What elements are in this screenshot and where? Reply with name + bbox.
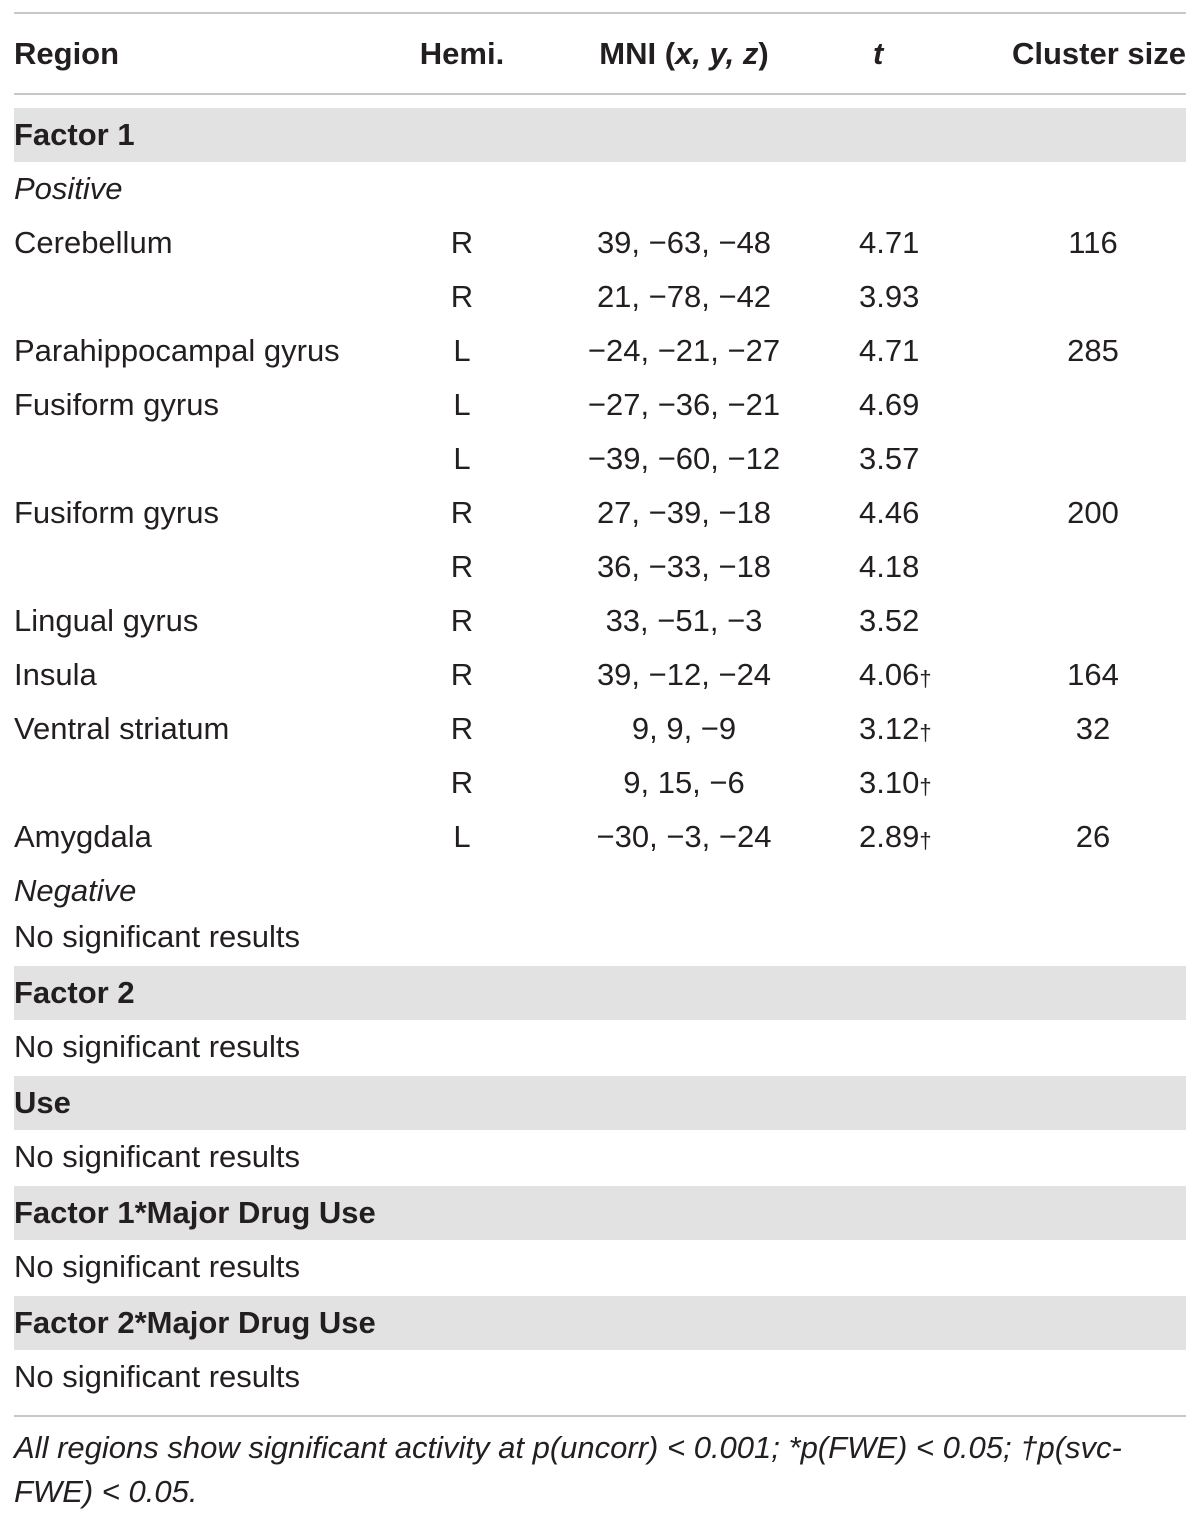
- result-row: [14, 1240, 1186, 1294]
- cell-mni: 9, 9, −9: [631, 711, 737, 746]
- cell-cluster-size: 285: [1067, 333, 1119, 368]
- subsection-label: Negative: [14, 873, 137, 908]
- cell-t-value: 4.71: [859, 225, 920, 260]
- cell-mni: −27, −36, −21: [587, 387, 781, 422]
- cell-t: [859, 486, 919, 543]
- section-title: Factor 2*Major Drug Use: [14, 1305, 376, 1340]
- header-mni: MNI (x, y, z): [599, 36, 769, 71]
- section-use: [14, 1076, 1186, 1130]
- result-text: No significant results: [14, 919, 301, 954]
- cell-region: Lingual gyrus: [14, 603, 199, 638]
- cell-t: [859, 432, 919, 489]
- cell-cluster-size: 32: [1075, 711, 1111, 746]
- cell-region: Cerebellum: [14, 225, 173, 260]
- result-text: No significant results: [14, 1029, 301, 1064]
- cell-t-value: 4.18: [859, 549, 920, 584]
- cell-hemi: R: [450, 495, 474, 530]
- cell-hemi: R: [450, 765, 474, 800]
- cell-t-value: 3.10: [859, 765, 920, 800]
- table-row: [14, 702, 1186, 756]
- result-text: No significant results: [14, 1249, 301, 1284]
- dagger-mark: †: [919, 666, 932, 691]
- section-title: Factor 1*Major Drug Use: [14, 1195, 376, 1230]
- result-row: [14, 1020, 1186, 1074]
- cell-cluster-size: 164: [1067, 657, 1119, 692]
- table-row: [14, 540, 1186, 594]
- result-row: [14, 1350, 1186, 1404]
- cell-t: [859, 540, 919, 597]
- section-factor-1: [14, 108, 1186, 162]
- table-row: [14, 810, 1186, 864]
- cell-mni: 39, −12, −24: [596, 657, 772, 692]
- section-factor-2: [14, 966, 1186, 1020]
- cell-cluster-size: 26: [1075, 819, 1111, 854]
- cell-region: Fusiform gyrus: [14, 495, 219, 530]
- result-text: No significant results: [14, 1139, 301, 1174]
- cell-hemi: R: [450, 603, 474, 638]
- cell-mni: −24, −21, −27: [587, 333, 781, 368]
- cell-t: [859, 810, 932, 867]
- dagger-mark: †: [919, 828, 932, 853]
- cell-region: Amygdala: [14, 819, 152, 854]
- header-hemi: Hemi.: [419, 36, 505, 71]
- cell-t-value: 2.89: [859, 819, 920, 854]
- table-top-rule: [14, 12, 1186, 14]
- section-factor-2-drug-use: [14, 1296, 1186, 1350]
- cell-mni: −39, −60, −12: [587, 441, 781, 476]
- subsection-positive: [14, 162, 1186, 216]
- cell-t: [859, 594, 919, 651]
- dagger-mark: †: [919, 720, 932, 745]
- cell-hemi: L: [453, 441, 471, 476]
- cell-hemi: L: [453, 387, 471, 422]
- subsection-label: Positive: [14, 171, 123, 206]
- cell-t: [859, 702, 932, 759]
- cell-mni: 21, −78, −42: [596, 279, 772, 314]
- table-row: [14, 648, 1186, 702]
- result-row: [14, 910, 1186, 964]
- cell-t: [859, 324, 919, 381]
- cell-region: Parahippocampal gyrus: [14, 333, 340, 368]
- table-bottom-rule: [14, 1415, 1186, 1417]
- table-row: [14, 486, 1186, 540]
- cell-mni: −30, −3, −24: [596, 819, 772, 854]
- cell-region: Ventral striatum: [14, 711, 230, 746]
- cell-cluster-size: 200: [1067, 495, 1119, 530]
- cell-t: [859, 216, 919, 273]
- cell-region: Fusiform gyrus: [14, 387, 219, 422]
- table-row: [14, 216, 1186, 270]
- cell-mni: 9, 15, −6: [623, 765, 745, 800]
- section-factor-1-drug-use: [14, 1186, 1186, 1240]
- cell-t: [859, 270, 919, 327]
- cell-t: [859, 756, 932, 813]
- cell-hemi: R: [450, 657, 474, 692]
- table-row: [14, 270, 1186, 324]
- result-text: No significant results: [14, 1359, 301, 1394]
- table-row: [14, 432, 1186, 486]
- cell-hemi: R: [450, 711, 474, 746]
- cell-hemi: L: [453, 333, 471, 368]
- section-title: Use: [14, 1085, 71, 1120]
- cell-mni: 36, −33, −18: [596, 549, 772, 584]
- header-region: Region: [14, 36, 120, 71]
- table-row: [14, 378, 1186, 432]
- cell-hemi: R: [450, 225, 474, 260]
- result-row: [14, 1130, 1186, 1184]
- cell-region: Insula: [14, 657, 97, 692]
- cell-t-value: 4.69: [859, 387, 920, 422]
- dagger-mark: †: [919, 774, 932, 799]
- table-row: [14, 594, 1186, 648]
- section-title: Factor 2: [14, 975, 135, 1010]
- table-row: [14, 324, 1186, 378]
- cell-t-value: 4.46: [859, 495, 920, 530]
- table-footnote: All regions show significant activity at p(uncorr) < 0.001; *p(FWE) < 0.05; †p(svc-FWE) < 0.05.: [14, 1430, 1122, 1509]
- table-header-rule: [14, 93, 1186, 95]
- cell-mni: 39, −63, −48: [596, 225, 772, 260]
- cell-t-value: 4.06: [859, 657, 920, 692]
- cell-t-value: 3.93: [859, 279, 920, 314]
- table-row: [14, 756, 1186, 810]
- cell-t-value: 4.71: [859, 333, 920, 368]
- header-t: t: [873, 36, 884, 71]
- table-header-row: [14, 27, 1186, 81]
- cell-cluster-size: 116: [1068, 225, 1118, 260]
- cell-hemi: R: [450, 279, 474, 314]
- cell-t: [859, 648, 932, 705]
- cell-t: [859, 378, 919, 435]
- cell-t-value: 3.57: [859, 441, 920, 476]
- cell-t-value: 3.12: [859, 711, 920, 746]
- cell-hemi: R: [450, 549, 474, 584]
- section-title: Factor 1: [14, 117, 135, 152]
- cell-t-value: 3.52: [859, 603, 920, 638]
- cell-hemi: L: [453, 819, 471, 854]
- cell-mni: 27, −39, −18: [596, 495, 772, 530]
- cell-mni: 33, −51, −3: [605, 603, 763, 638]
- header-cluster-size: Cluster size: [1011, 36, 1186, 71]
